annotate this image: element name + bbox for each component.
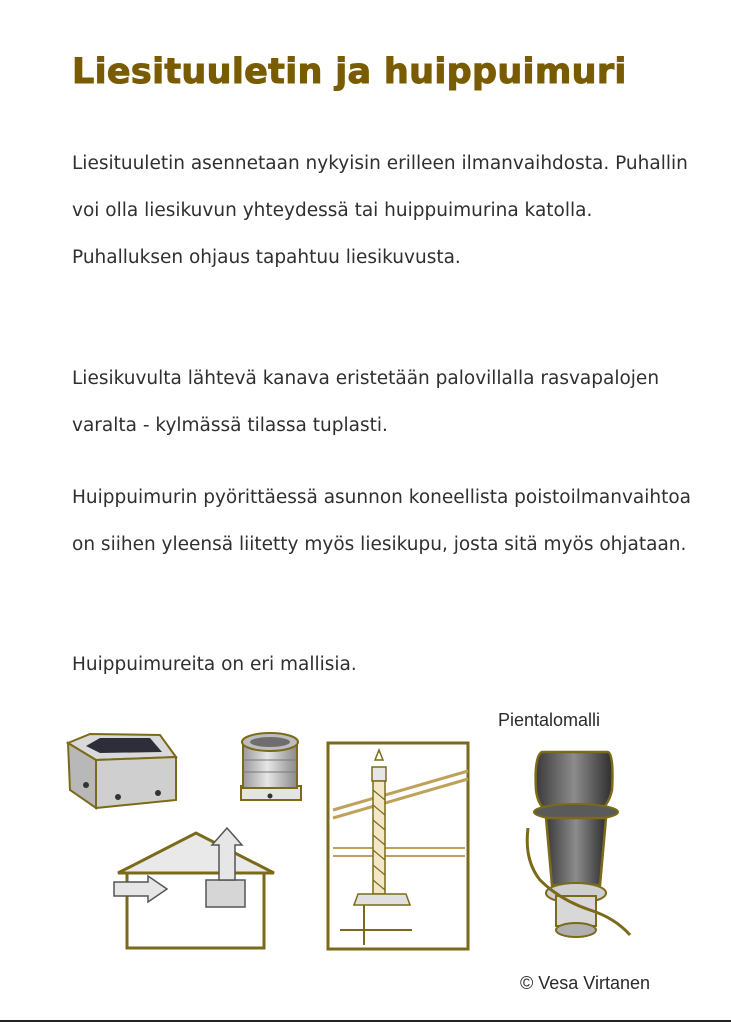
bottom-divider [0,1020,731,1022]
paragraph-roof-fan: Huippuimurin pyörittäessä asunnon koneellista poistoilmanvaihtoa on siihen yleensä liitetty myös liesikupu, josta sitä myös ohjataan. [72,487,692,555]
round-roof-fan-image [241,733,301,800]
copyright: © Vesa Virtanen [520,973,651,993]
pientalomalli-fan-image [527,752,630,937]
page-title: Liesituuletin ja huippuimuri [72,52,627,92]
paragraph-insulation: Liesikuvulta lähtevä kanava eristetään palovillalla rasvapalojen varalta - kylmässä tilassa tuplasti. [72,368,660,436]
duct-section-diagram [328,743,468,949]
paragraph-kitchen-fan: Liesituuletin asennetaan nykyisin erilleen ilmanvaihdosta. Puhallin voi olla liesikuvun yhteydessä tai huippuimurina katolla. Puhalluksen ohjaus tapahtuu liesikuvusta. [72,153,688,268]
house-airflow-diagram [114,828,274,948]
paragraph-models: Huippuimureita on eri mallisia. [72,654,357,675]
figure-caption: Pientalomalli [498,710,601,730]
box-roof-fan-image [68,734,176,808]
